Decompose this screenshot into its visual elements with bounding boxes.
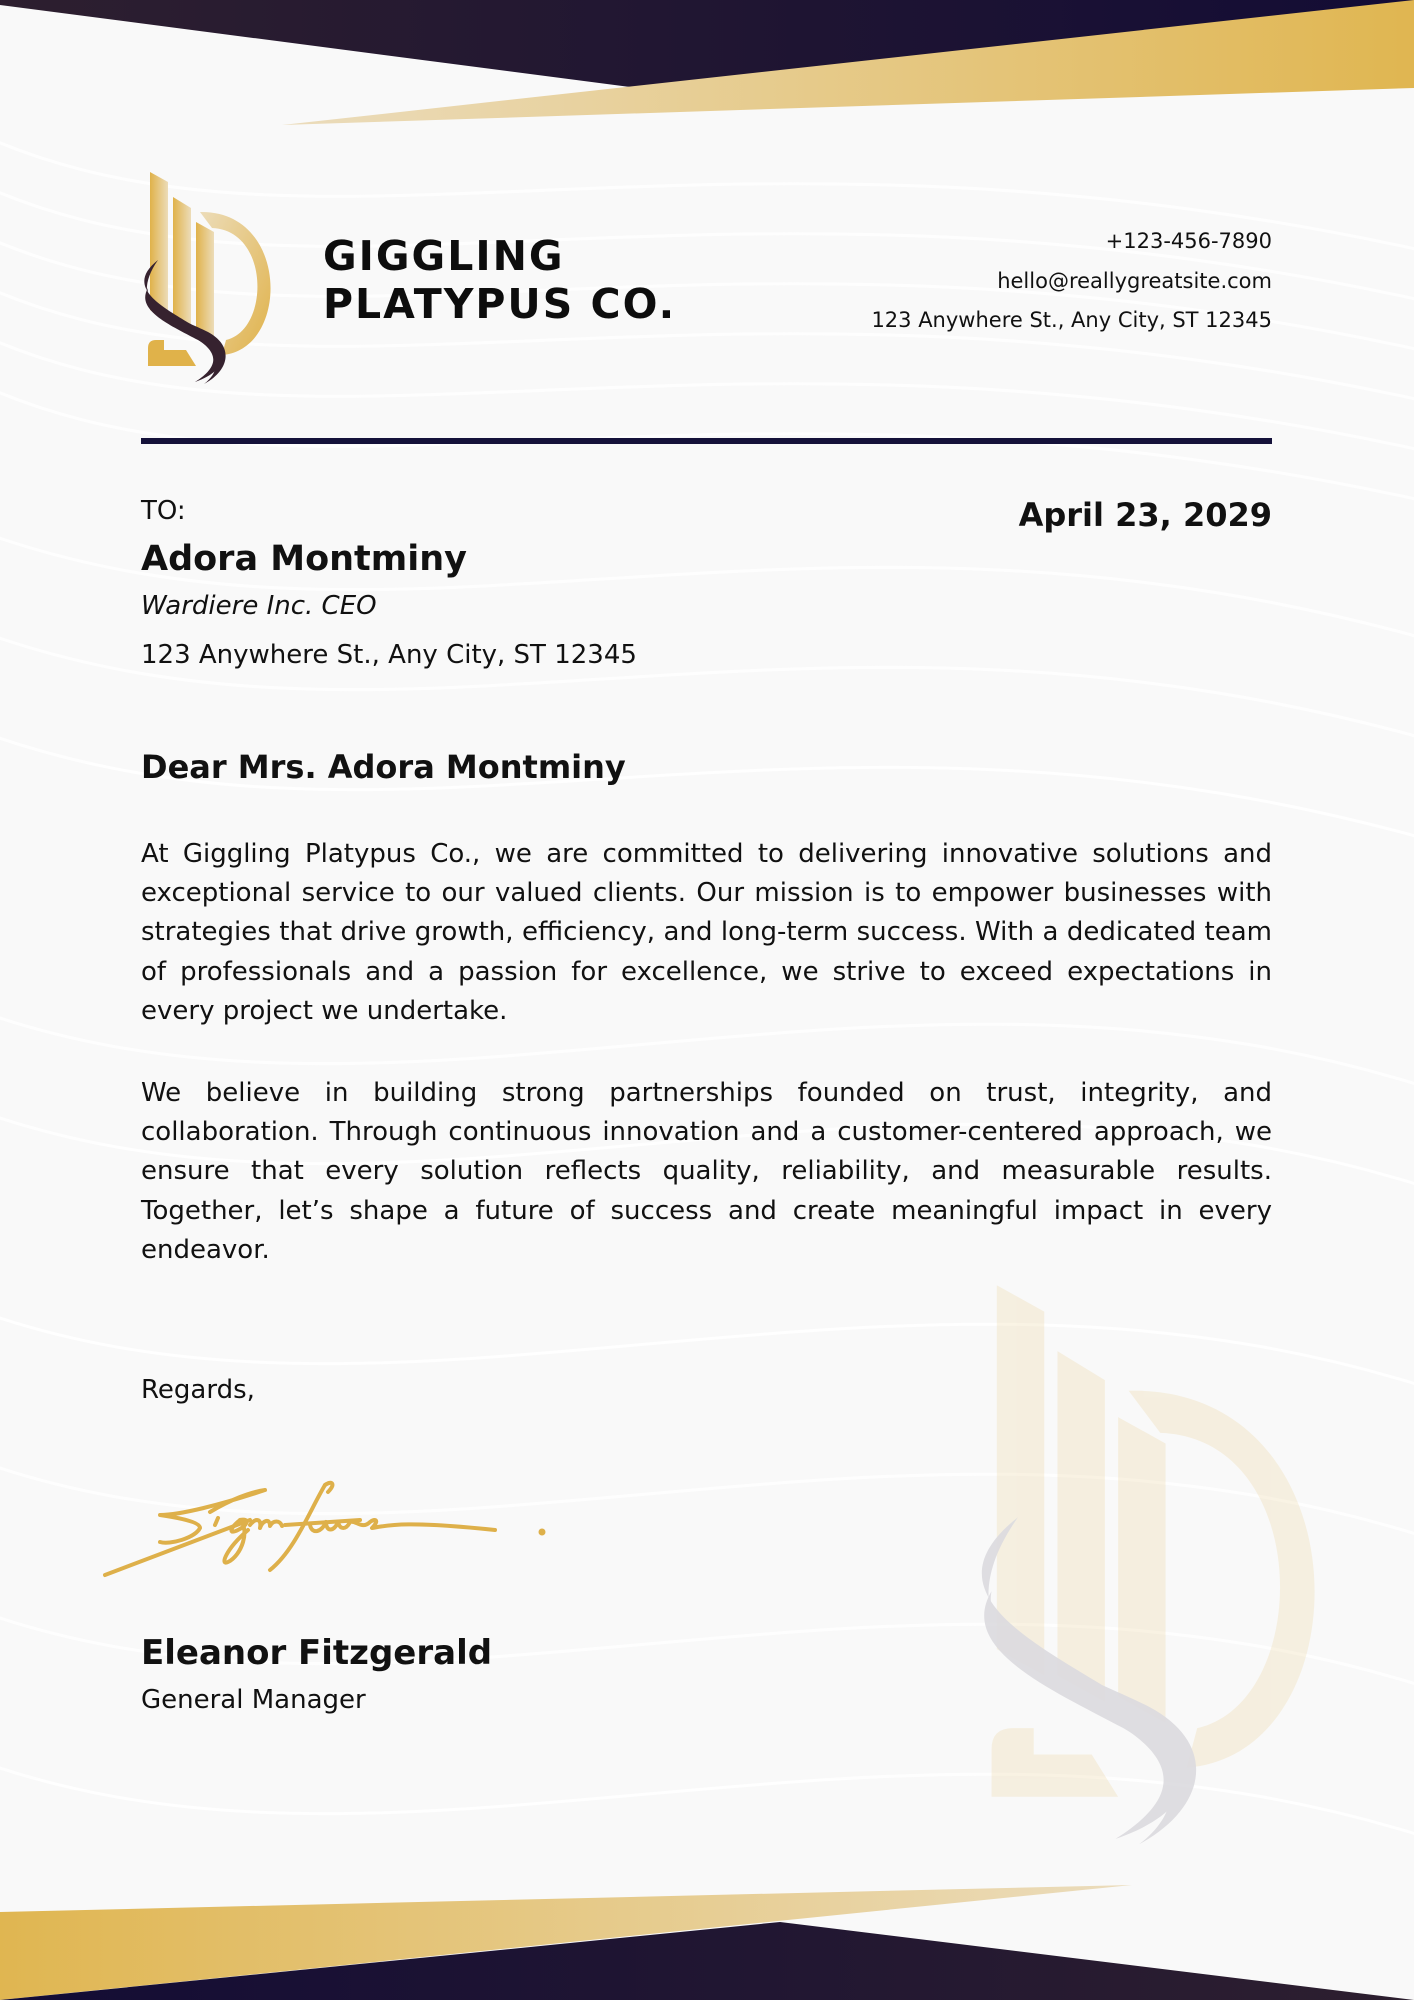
company-logo-icon xyxy=(130,170,290,390)
recipient-name: Adora Montminy xyxy=(141,539,467,579)
letter-date: April 23, 2029 xyxy=(1018,496,1272,534)
body-paragraph-2: We believe in building strong partnerships founded on trust, integrity, and collaboration. Through continuous innovation and a customer-centered approach, we ensure that every solution reflects quality, reliability, and measurable results. Together, let’s shape a future of success and create meaningful impact in every endeavor. xyxy=(141,1078,1272,1265)
contact-info xyxy=(871,222,1272,341)
contact-email: hello@reallygreatsite.com xyxy=(997,268,1272,293)
recipient-address: 123 Anywhere St., Any City, ST 12345 xyxy=(141,640,637,670)
header-divider xyxy=(141,438,1272,444)
header-decoration xyxy=(0,0,1414,130)
company-name-line-2: PLATYPUS CO. xyxy=(323,280,677,328)
company-name-line-1: GIGGLING xyxy=(323,232,565,280)
contact-address: 123 Anywhere St., Any City, ST 12345 xyxy=(871,308,1272,332)
to-label: TO: xyxy=(141,496,186,526)
contact-phone: +123-456-7890 xyxy=(1105,229,1272,253)
signer-title: General Manager xyxy=(141,1685,366,1715)
footer-decoration xyxy=(0,1870,1414,2000)
closing: Regards, xyxy=(141,1375,255,1405)
recipient-title: Wardiere Inc. CEO xyxy=(141,591,377,621)
signature-icon xyxy=(100,1470,550,1590)
watermark-logo-icon xyxy=(935,1280,1375,1860)
signer-name: Eleanor Fitzgerald xyxy=(141,1633,493,1673)
company-name xyxy=(323,232,676,328)
body-paragraph-1: At Giggling Platypus Co., we are committed to delivering innovative solutions and exceptional service to our valued clients. Our mission is to empower businesses with strategies that drive growth, efficiency, and long-term success. With a dedicated team of professionals and a passion for excellence, we strive to exceed expectations in every project we undertake. xyxy=(141,839,1272,1026)
salutation: Dear Mrs. Adora Montminy xyxy=(141,748,626,786)
